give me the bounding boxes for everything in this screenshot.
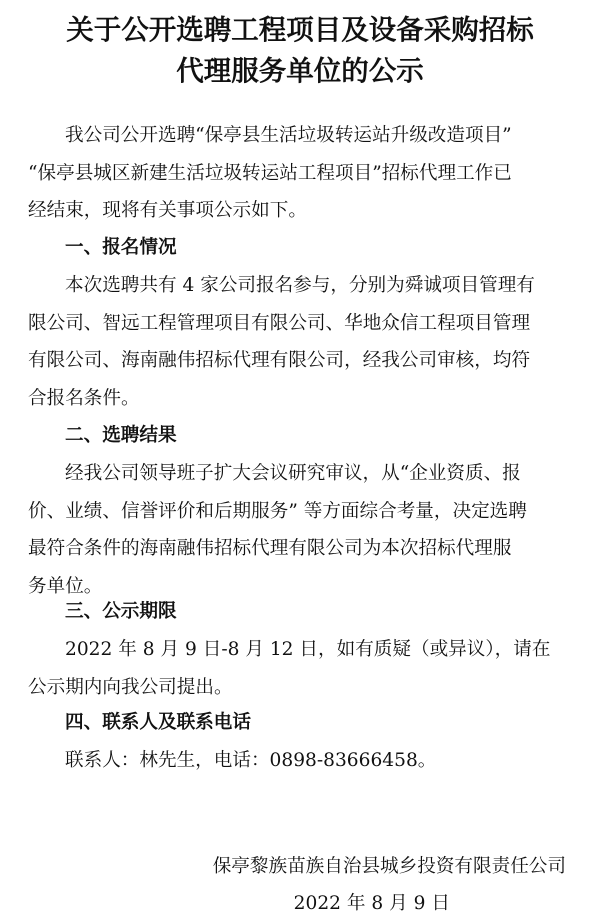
signature-company: 保亭黎族苗族自治县城乡投资有限责任公司 — [212, 856, 566, 877]
section-body-period — [28, 631, 578, 706]
section-heading-period: 三、公示期限 — [65, 601, 177, 622]
body-line: 价、业绩、信誉评价和后期服务” 等方面综合考量，决定选聘 — [28, 500, 527, 522]
body-line: 公示期内向我公司提出。 — [28, 676, 233, 698]
section-heading-registration: 一、报名情况 — [65, 237, 177, 258]
contact-line: 联系人：林先生，电话：0898-83666458。 — [65, 750, 437, 771]
signature-date: 2022 年 8 月 9 日 — [293, 893, 450, 914]
body-line: 经我公司领导班子扩大会议研究审议，从“企业资质、报 — [65, 463, 521, 484]
section-body-result — [28, 455, 578, 605]
body-line: 合报名条件。 — [28, 387, 140, 409]
section-body-registration — [28, 267, 578, 417]
intro-line: 经结束，现将有关事项公示如下。 — [28, 200, 307, 222]
body-line: 有限公司、海南融伟招标代理有限公司，经我公司审核，均符 — [28, 350, 531, 372]
section-body-contact — [28, 742, 578, 780]
body-line: 2022 年 8 月 9 日-8 月 12 日，如有质疑（或异议），请在 — [65, 639, 551, 660]
body-line: 本次选聘共有 4 家公司报名参与，分别为舜诚项目管理有 — [65, 275, 535, 296]
document-title-line-2: 代理服务单位的公示 — [176, 55, 424, 87]
section-heading-result: 二、选聘结果 — [65, 425, 177, 446]
document-title-line-1: 关于公开选聘工程项目及设备采购招标 — [66, 14, 534, 46]
body-line: 最符合条件的海南融伟招标代理有限公司为本次招标代理服 — [28, 538, 512, 560]
intro-line: 我公司公开选聘“保亭县生活垃圾转运站升级改造项目” — [65, 125, 512, 146]
section-heading-contact: 四、联系人及联系电话 — [65, 712, 251, 733]
intro-line: “保亭县城区新建生活垃圾转运站工程项目”招标代理工作已 — [28, 162, 512, 184]
intro-paragraph — [28, 117, 578, 230]
body-line: 限公司、智远工程管理项目有限公司、华地众信工程项目管理 — [28, 312, 531, 334]
body-line: 务单位。 — [28, 575, 103, 597]
